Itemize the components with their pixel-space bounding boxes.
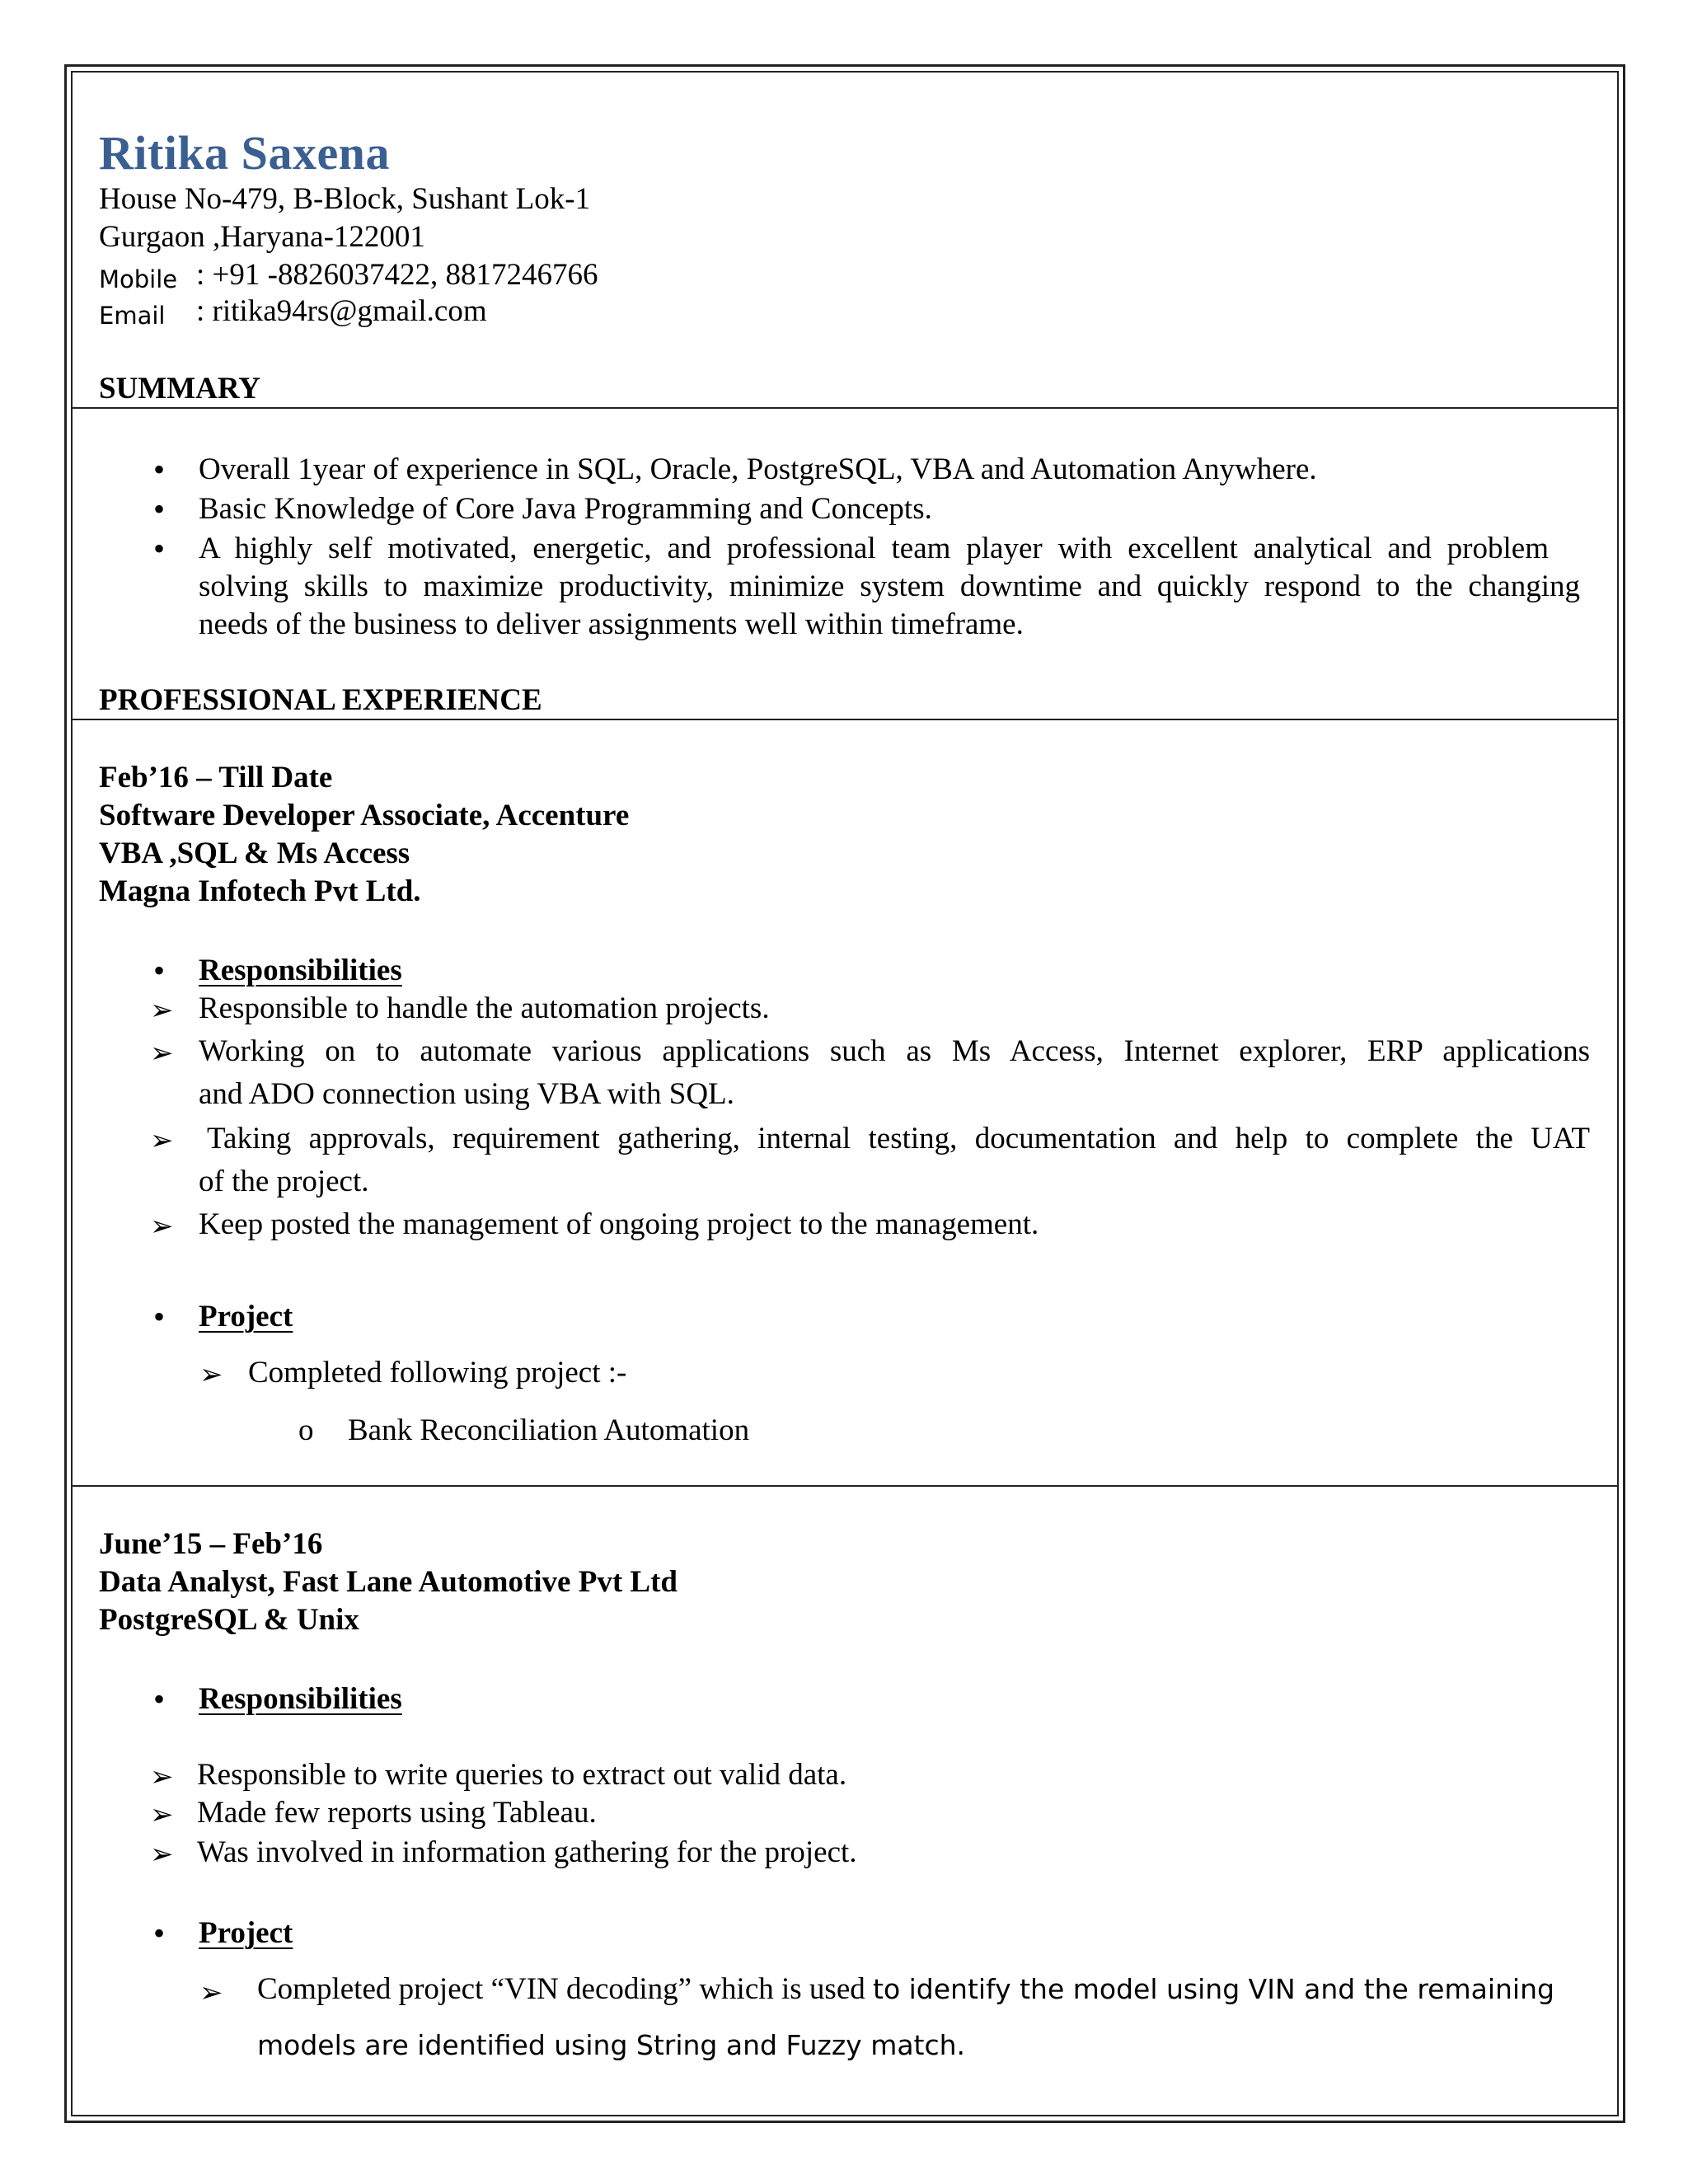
address-line-2: Gurgaon ,Haryana-122001 [99, 220, 425, 254]
job2-project-line [257, 1971, 1554, 2007]
job2-project-line-sans: to identify the model using VIN and the remaining [873, 1973, 1554, 2005]
arrow-bullet-icon: ➢ [150, 994, 174, 1027]
job1-resp-item: Responsible to handle the automation projects. [199, 991, 770, 1025]
job2-period: June’15 – Feb’16 [99, 1527, 323, 1561]
bullet-icon: • [153, 1680, 166, 1718]
job2-project-line-2: models are identified using String and Fuzzy match. [257, 2029, 966, 2061]
arrow-bullet-icon: ➢ [150, 1124, 174, 1157]
job1-project-sub: Bank Reconciliation Automation [348, 1413, 750, 1447]
job2-resp-item: Made few reports using Tableau. [197, 1796, 597, 1830]
arrow-bullet-icon: ➢ [199, 1976, 223, 2009]
job-divider [71, 1485, 1619, 1487]
job1-resp-item: Taking approvals, requirement gathering, internal testing, documentation and help to complete the UAT [207, 1122, 1590, 1155]
job2-project-heading: Project [199, 1916, 293, 1950]
job2-responsibilities-heading: Responsibilities [199, 1682, 402, 1716]
summary-heading: SUMMARY [99, 372, 261, 405]
job2-resp-item: Was involved in information gathering for the project. [197, 1835, 857, 1869]
summary-item: A highly self motivated, energetic, and professional team player with excellent analytical and problem [199, 532, 1549, 565]
address-line-1: House No-479, B-Block, Sushant Lok-1 [99, 182, 591, 216]
candidate-name: Ritika Saxena [99, 126, 390, 180]
job1-resp-item-cont: and ADO connection using VBA with SQL. [199, 1077, 734, 1111]
job2-resp-item: Responsible to write queries to extract out valid data. [197, 1758, 847, 1792]
job1-resp-item-cont: of the project. [199, 1165, 369, 1198]
bullet-icon: • [153, 451, 166, 488]
job1-resp-item: Keep posted the management of ongoing project to the management. [199, 1207, 1039, 1241]
bullet-icon: • [153, 1915, 166, 1952]
arrow-bullet-icon: ➢ [150, 1210, 174, 1243]
arrow-bullet-icon: ➢ [199, 1358, 223, 1391]
bullet-icon: • [153, 952, 166, 989]
job1-tech: VBA ,SQL & Ms Access [99, 837, 410, 870]
summary-item-cont: needs of the business to deliver assignments well within timeframe. [199, 607, 1024, 641]
mobile-value: : +91 -8826037422, 8817246766 [196, 258, 598, 292]
bullet-icon: • [153, 490, 166, 527]
email-label: Email [99, 302, 166, 330]
summary-item: Basic Knowledge of Core Java Programming and Concepts. [199, 492, 932, 526]
bullet-icon: • [153, 1298, 166, 1335]
job1-project-line: Completed following project :- [248, 1356, 627, 1390]
job2-project-line-serif: Completed project “VIN decoding” which is used [257, 1972, 873, 2006]
job1-period: Feb’16 – Till Date [99, 761, 333, 794]
experience-divider [71, 719, 1619, 720]
bullet-icon: • [153, 530, 166, 567]
mobile-label: Mobile [99, 265, 178, 293]
arrow-bullet-icon: ➢ [150, 1838, 174, 1871]
summary-item: Overall 1year of experience in SQL, Oracle, PostgreSQL, VBA and Automation Anywhere. [199, 452, 1317, 486]
summary-divider [71, 407, 1619, 409]
arrow-bullet-icon: ➢ [150, 1037, 174, 1070]
arrow-bullet-icon: ➢ [150, 1760, 174, 1793]
job1-company: Magna Infotech Pvt Ltd. [99, 874, 421, 908]
job1-project-heading: Project [199, 1300, 293, 1333]
job1-resp-item: Working on to automate various applications such as Ms Access, Internet explorer, ERP applications [199, 1034, 1590, 1068]
job1-responsibilities-heading: Responsibilities [199, 954, 402, 987]
job1-title: Software Developer Associate, Accenture [99, 799, 630, 832]
email-value: : ritika94rs@gmail.com [196, 294, 487, 328]
summary-item-cont: solving skills to maximize productivity, minimize system downtime and quickly respond to the changing [199, 569, 1580, 603]
experience-heading: PROFESSIONAL EXPERIENCE [99, 683, 542, 717]
circle-bullet-icon: o [298, 1413, 314, 1447]
job2-tech: PostgreSQL & Unix [99, 1603, 359, 1637]
job2-title: Data Analyst, Fast Lane Automotive Pvt Ltd [99, 1565, 678, 1599]
arrow-bullet-icon: ➢ [150, 1798, 174, 1831]
